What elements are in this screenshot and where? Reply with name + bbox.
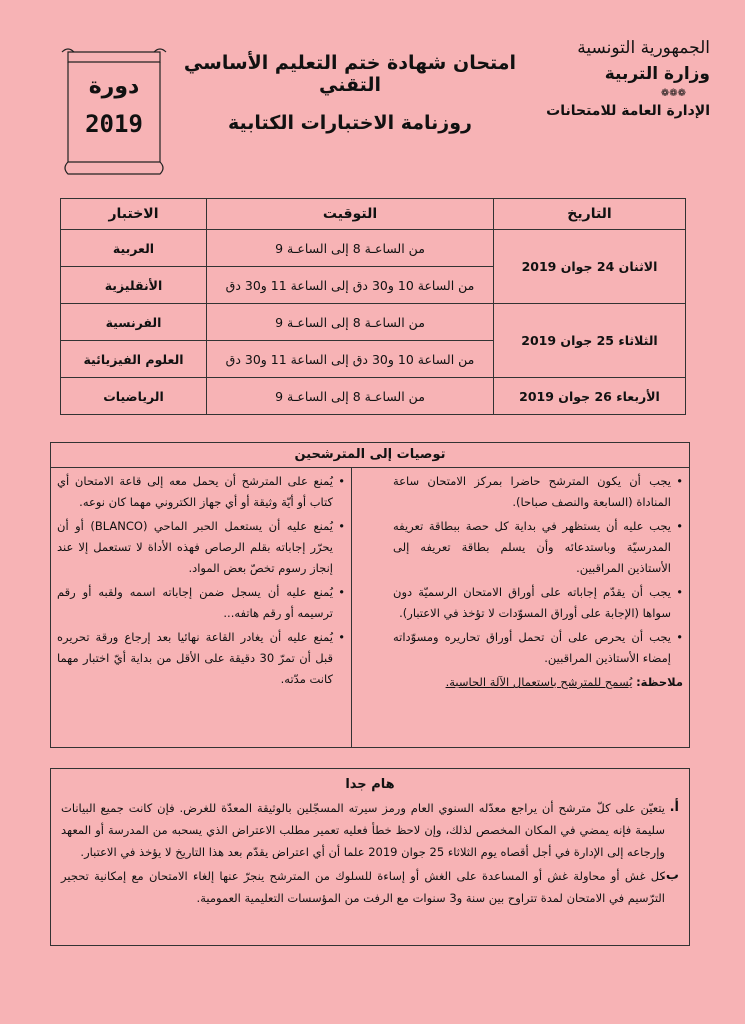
column-header-time: التوقيت <box>207 199 494 230</box>
stars-ornament: ❁❁❁ <box>660 88 686 99</box>
exam-time: من الساعة 10 و30 دق إلى الساعة 11 و30 دق <box>207 267 494 304</box>
paragraph-marker: أ. <box>669 800 679 815</box>
session-scroll <box>58 44 170 176</box>
prohibitions-column <box>57 471 345 743</box>
exam-time: من الساعـة 8 إلى الساعـة 9 <box>207 304 494 341</box>
list-item: • يجب أن يكون المترشح حاضرا بمركز الامتحان ساعة المناداة (السابعة والنصف صباحا). <box>393 471 683 513</box>
exam-subject: الرياضيات <box>61 378 207 415</box>
list-item: • يجب عليه أن يستظهر في بداية كل حصة ببطاقة تعريفه المدرسيّة وباستدعائه وأن يسلم بطاقة تعريفه إلى الأستاذين المراقبين. <box>393 516 683 579</box>
recommendations-title: توصيات إلى المترشحين <box>51 443 689 468</box>
issuer-block <box>520 38 710 119</box>
notice-text: كل غش أو محاولة غش أو المساعدة على الغش أو إساءة للسلوك من المترشح ينجرّ عنها إلغاء الامتحان مع إمكانية تحجير الترّسيم في الامتحان لمدة تتراوح بين سنة و3 سنوات مع الرفت من المؤسسات التعليمية العمومية. <box>61 869 665 905</box>
paragraph-marker: ب. <box>660 868 679 883</box>
notice-text: يتعيّن على كلّ مترشح أن يراجع معدّله السنوي العام ورمز سيرته المسجّلين بالوثيقة المعدّة للغرض. فإن كانت جميع البيانات سليمة فإنه يمضي في المكان المخصص لذلك، وإن لاحظ خطأ فعليه تعمير مطلب الاعتراض الذي يسحبه من المدرسة أو المعهد وإرجاعه إلى الإدارة في أجل أقصاه يوم الثلاثاء 25 جوان 2019 علما أن أي اعتراض يقدّم بعد هذا التاريخ لا يؤخذ في الاعتبار. <box>61 801 665 859</box>
list-item: • يجب أن يقدّم إجاباته على أوراق الامتحان الرسميّة دون سواها (الإجابة على أوراق المسوّدات لا تؤخذ في الاعتبار). <box>393 582 683 624</box>
exam-subject: العربية <box>61 230 207 267</box>
schedule-title: روزنامة الاختبارات الكتابية <box>227 112 472 134</box>
column-divider <box>351 467 352 747</box>
exam-subject: الفرنسية <box>61 304 207 341</box>
recommendations-columns <box>51 467 689 747</box>
column-header-date: التاريخ <box>494 199 686 230</box>
note-text: يُسمح للمترشح باستعمال الآلة الحاسبة. <box>445 675 633 689</box>
page-title-block <box>170 52 530 134</box>
exam-time: من الساعـة 8 إلى الساعـة 9 <box>207 378 494 415</box>
calculator-note <box>393 672 683 693</box>
exam-title: امتحان شهادة ختم التعليم الأساسي التقني <box>183 52 517 96</box>
republic-name: الجمهورية التونسية <box>577 38 710 58</box>
important-notice-box <box>50 768 690 946</box>
list-item: • يُمنع على المترشح أن يحمل معه إلى قاعة الامتحان أي كتاب أو أيّة وثيقة أو أي جهاز الكتروني مهما كان نوعه. <box>57 471 345 513</box>
column-header-subject: الاختبار <box>61 199 207 230</box>
exam-subject: العلوم الفيزيائية <box>61 341 207 378</box>
exam-date: الثلاثاء 25 جوان 2019 <box>494 304 686 378</box>
exam-schedule-table <box>60 198 686 415</box>
list-item: • يُمنع عليه أن يسجل ضمن إجاباته اسمه ولقبه أو رقم ترسيمه أو رقم هاتفه... <box>57 582 345 624</box>
session-label: دورة <box>88 74 140 99</box>
note-label: ملاحظة: <box>636 675 683 689</box>
important-title: هام جدا <box>345 777 395 792</box>
table-row <box>61 304 686 341</box>
table-row <box>61 230 686 267</box>
list-item: • يُمنع عليه أن يغادر القاعة نهائيا بعد إرجاع ورقة تحريره قبل أن تمرّ 30 دقيقة على الأقل من بداية أيّ اختبار مهما كانت مدّته. <box>57 627 345 690</box>
list-item: • يُمنع عليه أن يستعمل الحبر الماحي (BLANCO) أو أن يحرّر إجاباته بقلم الرصاص فهذه الأداة لا تستعمل إلا عند إنجاز رسوم تخصّ بعض المواد. <box>57 516 345 579</box>
ministry-name: وزارة التربية <box>604 64 710 84</box>
exam-date: الأربعاء 26 جوان 2019 <box>494 378 686 415</box>
recommendations-box <box>50 442 690 748</box>
table-header-row <box>61 199 686 230</box>
exam-date: الاثنان 24 جوان 2019 <box>494 230 686 304</box>
table-row <box>61 378 686 415</box>
notice-paragraph <box>61 865 679 909</box>
session-year: 2019 <box>85 110 143 138</box>
exam-subject: الأنقليزية <box>61 267 207 304</box>
exam-time: من الساعة 10 و30 دق إلى الساعة 11 و30 دق <box>207 341 494 378</box>
notice-paragraph <box>61 797 679 863</box>
obligations-column <box>393 471 683 743</box>
exam-time: من الساعـة 8 إلى الساعـة 9 <box>207 230 494 267</box>
department-name: الإدارة العامة للامتحانات <box>546 103 710 119</box>
important-body <box>61 797 679 911</box>
list-item: • يجب أن يحرص على أن تحمل أوراق تحاريره ومسوّداته إمضاء الأستاذين المراقبين. <box>393 627 683 669</box>
